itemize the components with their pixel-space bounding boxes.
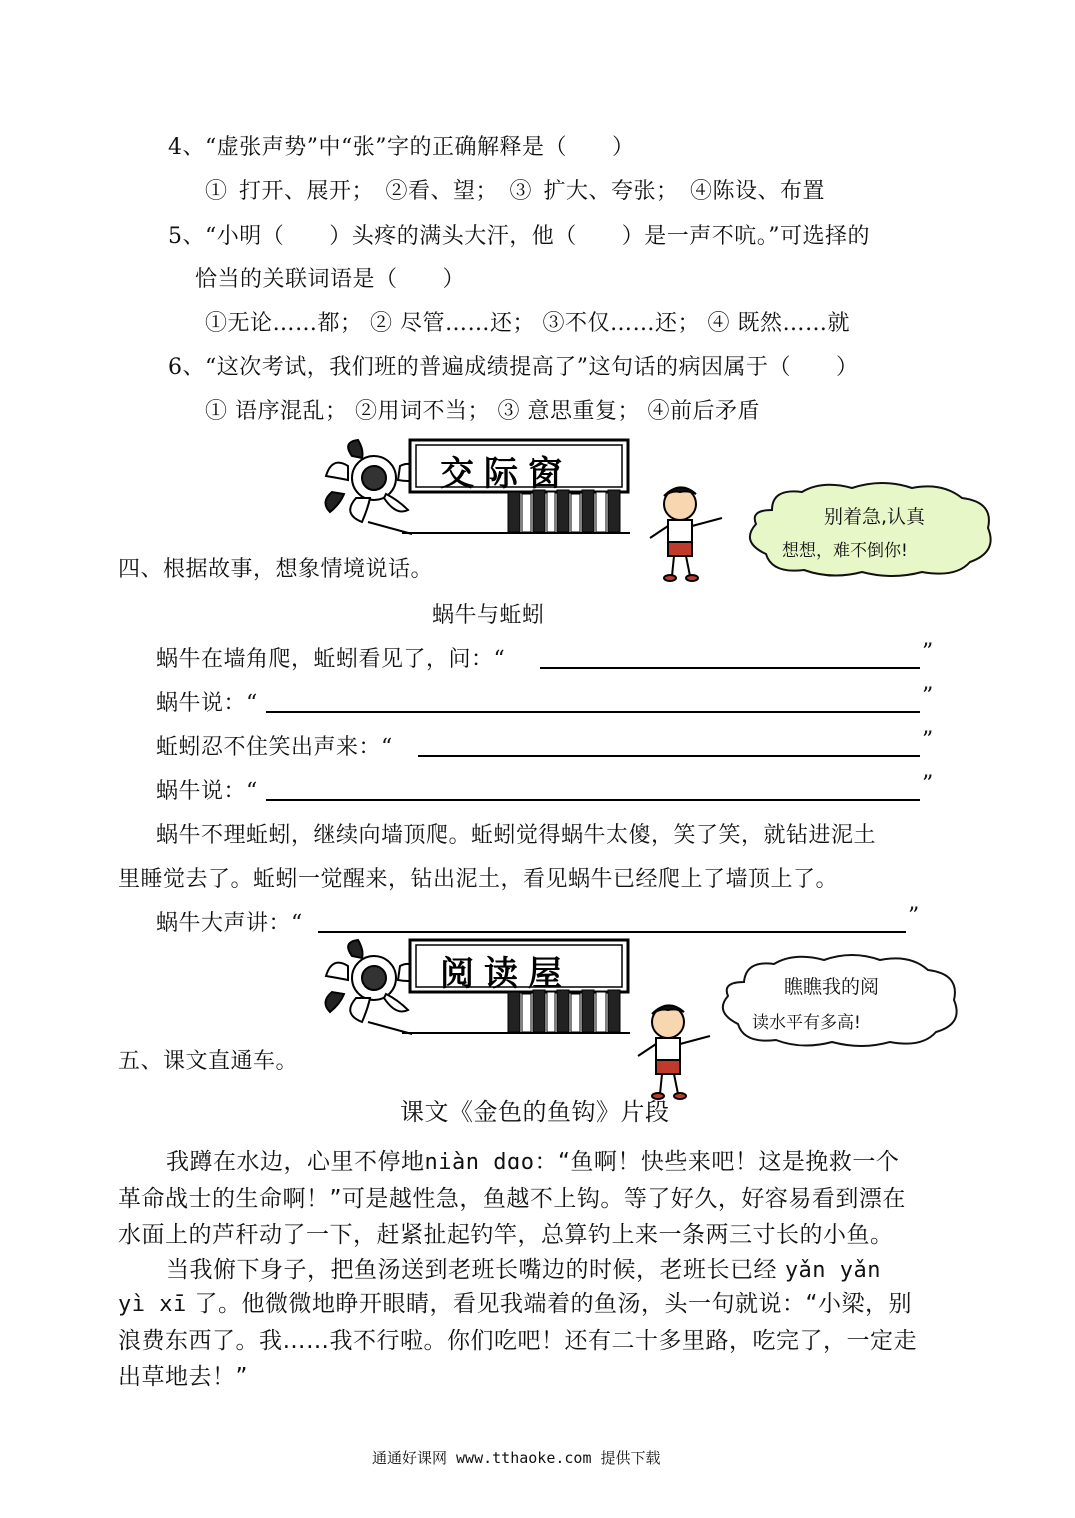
close-quote: ” (908, 904, 920, 929)
answer-line-5[interactable] (318, 931, 906, 933)
answer-line-3[interactable] (418, 755, 920, 757)
passage-p2-line1 (166, 1251, 881, 1284)
section-banner-reading (312, 936, 632, 1036)
close-quote: ” (922, 684, 934, 709)
question-6-stem: 6、“这次考试，我们班的普遍成绩提高了”这句话的病因属于（ ） (168, 355, 859, 380)
question-5-options: ①无论……都； ② 尽管……还； ③不仅……还； ④ 既然……就 (205, 311, 850, 336)
passage-p1-line1 (166, 1143, 899, 1176)
passage-p2-line3: 浪费东西了。我……我不行啦。你们吃吧！还有二十多里路，吃完了，一定走 (118, 1328, 917, 1354)
answer-line-4[interactable] (266, 799, 920, 801)
final-dialogue-prefix: 蜗牛大声讲：“ (156, 911, 303, 936)
passage-p1-line3: 水面上的芦秆动了一下，赶紧扯起钓竿，总算钓上来一条两三寸长的小鱼。 (118, 1222, 894, 1248)
passage-text: ：“鱼啊！快些来吧！这是挽救一个 (534, 1149, 900, 1175)
answer-line-2[interactable] (266, 711, 920, 713)
pinyin-annotation: yì xī (118, 1292, 187, 1317)
passage-p2-line2 (118, 1285, 912, 1318)
dialogue-line-3-prefix: 蚯蚓忍不住笑出声来：“ (156, 735, 393, 760)
bubble-1-line1: 别着急,认真 (824, 506, 926, 528)
passage-text: 我蹲在水边，心里不停地 (166, 1149, 425, 1175)
banner-title: 交际窗 (440, 454, 572, 494)
speech-bubble-1 (742, 480, 1000, 580)
cartoon-boy-illustration (642, 482, 732, 582)
bubble-2-line1: 瞧瞧我的阅 (784, 976, 880, 998)
question-4-options: ① 打开、展开； ②看、望； ③ 扩大、夸张； ④陈设、布置 (205, 179, 825, 204)
dialogue-line-1-prefix: 蜗牛在墙角爬，蚯蚓看见了，问：“ (156, 647, 506, 672)
close-quote: ” (922, 772, 934, 797)
question-6-options: ① 语序混乱； ②用词不当； ③ 意思重复； ④前后矛盾 (205, 399, 760, 424)
passage-p1-line2: 革命战士的生命啊！”可是越性急，鱼越不上钩。等了好久，好容易看到漂在 (118, 1186, 906, 1212)
story-title: 蜗牛与蚯蚓 (432, 603, 545, 628)
bubble-2-line2: 读水平有多高! (752, 1013, 861, 1033)
section-4-heading: 四、根据故事，想象情境说话。 (118, 557, 434, 582)
pinyin-annotation: niàn dɑo (424, 1150, 535, 1175)
answer-line-1[interactable] (540, 667, 920, 669)
passage-p2-line4: 出草地去！” (118, 1364, 248, 1390)
passage-text: 当我俯下身子，把鱼汤送到老班长嘴边的时候，老班长已经 (166, 1257, 777, 1283)
footer-download-note: 通通好课网 www.tthaoke.com 提供下载 (372, 1449, 661, 1467)
story-paragraph-line1: 蜗牛不理蚯蚓，继续向墙顶爬。蚯蚓觉得蜗牛太傻，笑了笑，就钻进泥土 (156, 823, 877, 848)
question-4-stem: 4、“虚张声势”中“张”字的正确解释是（ ） (168, 135, 635, 160)
section-banner-communication (312, 436, 632, 536)
banner-title: 阅读屋 (440, 954, 572, 994)
speech-bubble-2 (716, 952, 964, 1050)
cartoon-boy-illustration (630, 1000, 720, 1100)
close-quote: ” (922, 640, 934, 665)
story-paragraph-line2: 里睡觉去了。蚯蚓一觉醒来，钻出泥土，看见蜗牛已经爬上了墙顶上了。 (118, 867, 839, 892)
question-5-stem-cont: 恰当的关联词语是（ ） (195, 267, 466, 292)
dialogue-line-2-prefix: 蜗牛说：“ (156, 691, 258, 716)
question-5-stem: 5、“小明（ ）头疼的满头大汗，他（ ）是一声不吭。”可选择的 (168, 224, 870, 249)
close-quote: ” (922, 728, 934, 753)
dialogue-line-4-prefix: 蜗牛说：“ (156, 779, 258, 804)
pinyin-annotation: yǎn yǎn (784, 1258, 882, 1283)
passage-title: 课文《金色的鱼钩》片段 (400, 1098, 670, 1126)
passage-text: 了。他微微地睁开眼睛，看见我端着的鱼汤，头一句就说：“小梁，别 (194, 1291, 912, 1317)
bubble-1-line2: 想想，难不倒你! (782, 541, 908, 561)
section-5-heading: 五、课文直通车。 (118, 1049, 299, 1074)
